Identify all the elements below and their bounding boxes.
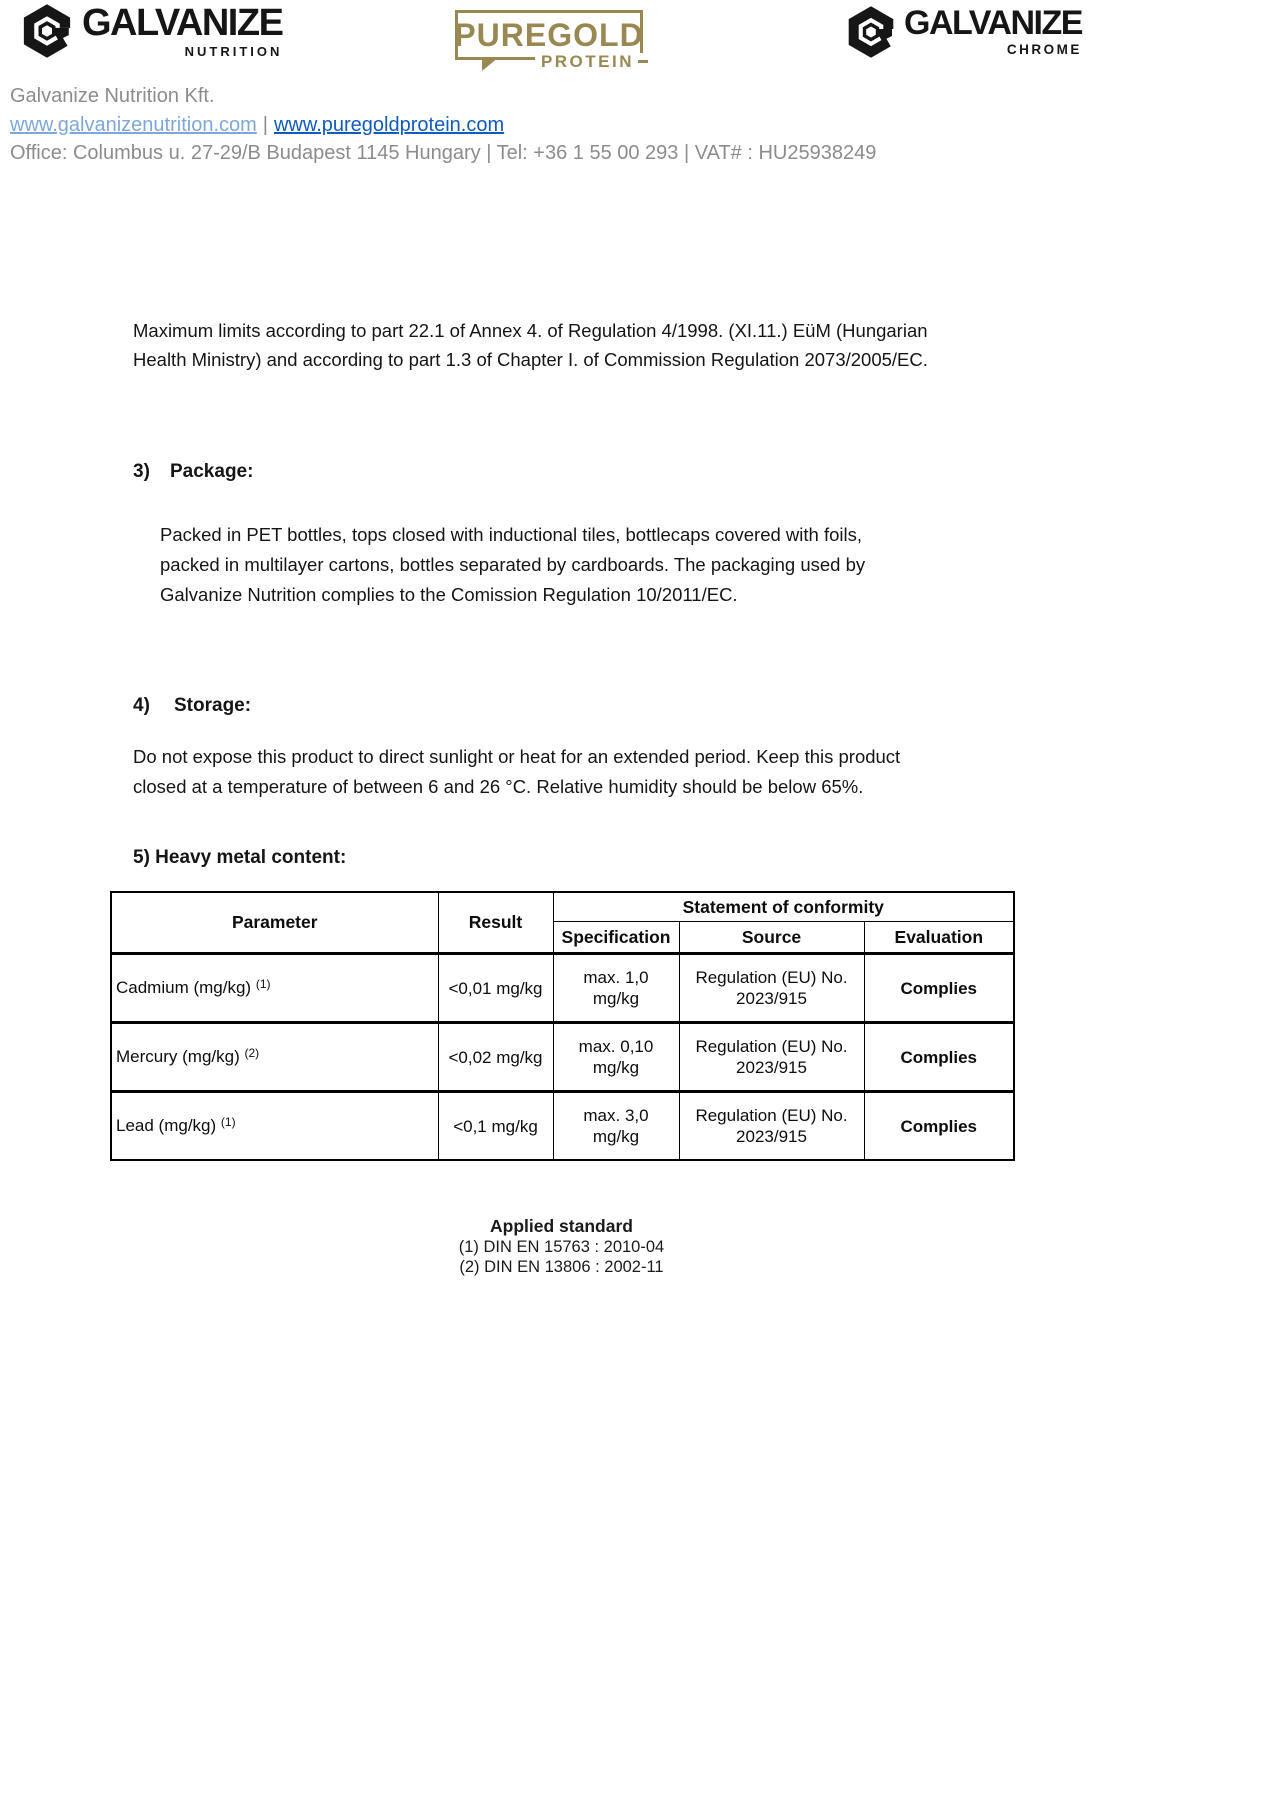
col-header-source: Source	[679, 922, 864, 954]
cell-source: Regulation (EU) No. 2023/915	[679, 954, 864, 1023]
intro-line: Maximum limits according to part 22.1 of Annex 4. of Regulation 4/1998. (XI.11.) EüM (Hungarian	[133, 320, 928, 341]
link-puregoldprotein[interactable]: www.puregoldprotein.com	[273, 114, 505, 136]
document-body	[0, 316, 1280, 1277]
cell-result: <0,01 mg/kg	[438, 954, 553, 1023]
brand-text: GALVANIZE	[904, 4, 1082, 42]
cell-result: <0,02 mg/kg	[438, 1023, 553, 1092]
storage-paragraph	[133, 742, 1280, 802]
applied-standard-line: (2) DIN EN 13806 : 2002-11	[459, 1258, 664, 1276]
puregold-protein-logo	[454, 10, 644, 71]
footnote-marker: (1)	[220, 1114, 236, 1129]
cell-parameter	[111, 1092, 438, 1161]
puregold-subtext: PROTEIN	[535, 53, 648, 70]
galvanize-hexagon-icon	[845, 6, 897, 60]
applied-standard-block	[110, 1215, 1013, 1277]
intro-line: Health Ministry) and according to part 1.3 of Chapter I. of Commission Regulation 2073/2005/EC.	[133, 349, 928, 370]
package-line: packed in multilayer cartons, bottles separated by cardboards. The packaging used by	[160, 554, 866, 575]
cell-specification: max. 1,0 mg/kg	[553, 954, 679, 1023]
cell-source: Regulation (EU) No. 2023/915	[679, 1023, 864, 1092]
heavy-metal-table	[110, 891, 1015, 1161]
table-row-mercury	[111, 1023, 1014, 1092]
section-number: 3)	[133, 461, 150, 482]
cell-source: Regulation (EU) No. 2023/915	[679, 1092, 864, 1161]
link-galvanizenutrition[interactable]: www.galvanizenutrition.com	[10, 114, 257, 136]
parameter-text: Cadmium (mg/kg)	[116, 977, 252, 997]
table-header-row-top	[111, 892, 1014, 922]
col-header-parameter: Parameter	[111, 892, 438, 954]
section-number: 4)	[133, 695, 150, 716]
brand-subtext: CHROME	[1006, 42, 1082, 57]
footnote-marker: (1)	[255, 976, 271, 991]
table-row-cadmium	[111, 954, 1014, 1023]
table-row-lead	[111, 1092, 1014, 1161]
nutrition-wordmark	[82, 4, 282, 58]
brand-subtext: NUTRITION	[184, 44, 283, 59]
applied-standard-title: Applied standard	[490, 1216, 633, 1236]
puregold-speech-tail	[482, 57, 499, 71]
office-contact-line: Office: Columbus u. 27-29/B Budapest 1145 Hungary | Tel: +36 1 55 00 293 | VAT# : HU25938249	[10, 142, 877, 164]
parameter-text: Lead (mg/kg)	[116, 1115, 217, 1135]
company-name: Galvanize Nutrition Kft.	[10, 85, 215, 107]
galvanize-nutrition-logo	[20, 4, 282, 60]
logo-row	[0, 0, 1280, 74]
brand-text: GALVANIZE	[82, 2, 283, 44]
letterhead	[0, 0, 1280, 166]
cell-parameter	[111, 1023, 438, 1092]
chrome-wordmark	[904, 6, 1082, 57]
section-heading-heavy-metal: 5) Heavy metal content:	[133, 847, 347, 868]
section-title: Storage:	[174, 695, 252, 716]
package-line: Galvanize Nutrition complies to the Comission Regulation 10/2011/EC.	[160, 584, 738, 605]
section-heading-storage	[133, 694, 1280, 718]
package-line: Packed in PET bottles, tops closed with inductional tiles, bottlecaps covered with foils,	[160, 524, 862, 545]
cell-result: <0,1 mg/kg	[438, 1092, 553, 1161]
galvanize-chrome-logo	[845, 6, 1082, 60]
col-header-evaluation: Evaluation	[864, 922, 1014, 954]
section-title: Package:	[170, 461, 254, 482]
cell-evaluation: Complies	[864, 1092, 1014, 1161]
cell-parameter	[111, 954, 438, 1023]
storage-line: Do not expose this product to direct sunlight or heat for an extended period. Keep this product	[133, 746, 901, 767]
cell-specification: max. 0,10 mg/kg	[553, 1023, 679, 1092]
puregold-text: PUREGOLD	[454, 16, 644, 53]
storage-line: closed at a temperature of between 6 and 26 °C. Relative humidity should be below 65%.	[133, 776, 864, 797]
cell-specification: max. 3,0 mg/kg	[553, 1092, 679, 1161]
cell-evaluation: Complies	[864, 1023, 1014, 1092]
col-header-specification: Specification	[553, 922, 679, 954]
intro-paragraph	[133, 316, 1280, 374]
cell-evaluation: Complies	[864, 954, 1014, 1023]
col-header-conformity: Statement of conformity	[553, 892, 1014, 922]
puregold-box	[454, 10, 644, 71]
website-links	[10, 112, 1280, 138]
parameter-text: Mercury (mg/kg)	[116, 1046, 240, 1066]
link-separator: |	[262, 114, 268, 136]
section-heading-package	[133, 460, 1280, 484]
package-paragraph	[160, 520, 1280, 610]
col-header-result: Result	[438, 892, 553, 954]
footnote-marker: (2)	[244, 1045, 260, 1060]
applied-standard-line: (1) DIN EN 15763 : 2010-04	[458, 1238, 665, 1256]
galvanize-hexagon-icon	[20, 4, 74, 60]
